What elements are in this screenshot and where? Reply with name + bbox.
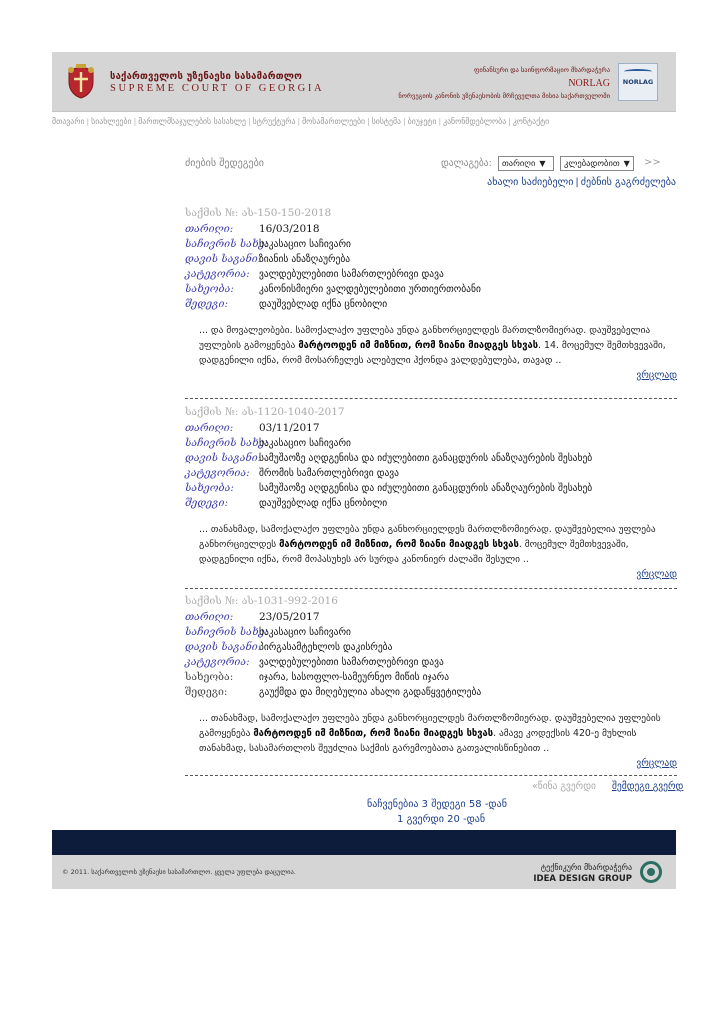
read-more-link[interactable]: ვრცლად: [636, 370, 677, 381]
tech-support-label: ტექნიკური მხარდაჭერა: [540, 863, 632, 872]
field-result: [185, 298, 677, 313]
category-value: ვალდებულებითი სამართლებრივი დავა: [259, 657, 444, 668]
type-label: სახეობა:: [185, 283, 234, 295]
developer-name[interactable]: IDEA DESIGN GROUP: [533, 874, 632, 884]
results-title: ძიების შედეგები: [185, 158, 264, 169]
found-suffix: -დან: [484, 799, 507, 810]
excerpt-text: . ამავე კოდექსის 420-ე მუხლის თანახმად, სასამართლოს შეუძლია საქმის გარემოებათა გათვალისწინებით ..: [199, 728, 637, 754]
type-value: იჯარა, სასოფლო-სამეურნეო მიწის იჯარა: [259, 672, 450, 683]
excerpt-highlight: მარტოოდენ იმ მიზნით, რომ ზიანი მიადგეს სხვას: [279, 539, 519, 550]
sort-order-select[interactable]: [560, 156, 634, 171]
court-name-english[interactable]: SUPREME COURT OF GEORGIA: [110, 83, 325, 94]
nav-separator: |: [248, 117, 251, 126]
site-header: [52, 52, 676, 112]
field-date: [185, 422, 677, 437]
field-claimant: [185, 626, 677, 641]
date-label: თარიღი:: [185, 422, 234, 434]
idea-design-logo-icon[interactable]: [640, 861, 662, 883]
result-excerpt: [185, 711, 677, 756]
subject-value: პირგასამტეხლოს დაკისრება: [259, 642, 393, 653]
nav-separator: |: [508, 117, 511, 126]
found-total: 58: [468, 799, 482, 810]
nav-item[interactable]: მთავარი: [52, 117, 85, 126]
excerpt-text: ... თანახმად, სამოქალაქო უფლება უნდა განხორციელდეს მართლზომიერად. დაუშვებელია უფლება განხორციელდეს: [199, 524, 656, 550]
found-shown: 3: [421, 799, 429, 810]
date-value: 23/05/2017: [259, 611, 320, 623]
nav-item[interactable]: კონტაქტი: [512, 117, 550, 126]
subject-label: დავის საგანი:: [185, 452, 262, 464]
nav-separator: |: [367, 117, 370, 126]
link-separator: |: [575, 177, 579, 188]
excerpt-highlight: მარტოოდენ იმ მიზნით, რომ ზიანი მიადგეს სხვას: [253, 728, 494, 739]
subject-label: დავის საგანი:: [185, 253, 262, 265]
excerpt-text: . მოცემულ შემთხვევაში, დადგენილი იქნა, რომ მოპასუხეს არ სურდა კანონიერ ძალაში შესული ..: [199, 539, 629, 565]
claimant-label: საჩივრის სახე:: [185, 437, 269, 449]
category-value: ვალდებულებითი სამართლებრივი დავა: [259, 269, 444, 280]
result-item: [185, 406, 677, 580]
main-navigation: [52, 117, 676, 126]
dropdown-arrow-icon: ▼: [623, 159, 630, 168]
nav-separator: |: [133, 117, 137, 126]
norlag-logo[interactable]: [618, 63, 658, 101]
category-label: კატეგორია:: [185, 656, 250, 668]
site-footer: [52, 855, 676, 889]
search-links: [487, 177, 676, 188]
found-mid: შედეგი: [431, 799, 466, 810]
nav-separator: |: [297, 117, 301, 126]
field-type: [185, 283, 677, 298]
nav-item[interactable]: მართლმსაჯულების სასახლე: [138, 117, 246, 126]
next-page-link[interactable]: შემდეგი გვერდ: [612, 781, 684, 792]
page-total: 20: [447, 814, 460, 825]
nav-separator: |: [403, 117, 406, 126]
sort-field-value: თარიღი: [502, 159, 536, 169]
page-suffix: -დან: [463, 814, 486, 825]
result-excerpt: [185, 522, 677, 567]
norlag-logo-arc-icon: [624, 69, 652, 74]
result-value: დაუშვებლად იქნა ცნობილი: [259, 299, 388, 310]
nav-separator: |: [86, 117, 90, 126]
field-subject: [185, 452, 677, 467]
case-number: საქმის №: ას-150-150-2018: [185, 207, 332, 219]
result-label: შედეგი:: [185, 686, 228, 698]
case-number: საქმის №: ას-1120-1040-2017: [185, 406, 345, 418]
norlag-logo-text: NORLAG: [622, 78, 654, 86]
excerpt-highlight: მარტოოდენ იმ მიზნით, რომ ზიანი მიადგეს სხვას: [298, 340, 539, 351]
field-type: [185, 671, 677, 686]
date-value: 03/11/2017: [259, 422, 320, 434]
result-value: გაუქმდა და მიღებულია ახალი გადაწყვეტილება: [259, 687, 482, 698]
case-number: საქმის №: ას-1031-992-2016: [185, 595, 338, 607]
claimant-value: საკასაციო საჩივარი: [259, 239, 351, 250]
court-name-georgian[interactable]: საქართველოს უზენაესი სასამართლო: [110, 71, 303, 82]
result-label: შედეგი:: [185, 298, 228, 310]
category-value: შრომის სამართლებრივი დავა: [259, 468, 399, 479]
continue-search-link[interactable]: ძებნის გაგრძელება: [580, 177, 676, 188]
result-item: [185, 595, 677, 769]
field-claimant: [185, 238, 677, 253]
read-more-link[interactable]: ვრცლად: [636, 758, 677, 769]
sort-field-select[interactable]: [498, 156, 554, 171]
nav-item[interactable]: ბიუჯეტი: [407, 117, 437, 126]
field-claimant: [185, 437, 677, 452]
field-category: [185, 467, 677, 482]
field-result: [185, 497, 677, 512]
nav-separator: |: [438, 117, 442, 126]
field-subject: [185, 641, 677, 656]
type-label: სახეობა:: [185, 671, 234, 683]
category-label: კატეგორია:: [185, 467, 250, 479]
nav-item[interactable]: მოსამართლეები: [302, 117, 366, 126]
field-date: [185, 611, 677, 626]
prev-page-link: «წინა გვერდი: [532, 781, 596, 792]
type-label: სახეობა:: [185, 482, 234, 494]
page-mid: გვერდი: [406, 814, 444, 825]
page-info: [397, 814, 485, 825]
subject-value: სამუშაოზე აღდგენისა და იძულებითი განაცდურის ანაზღაურების შესახებ: [259, 453, 593, 464]
nav-item[interactable]: კანონმდებლობა: [443, 117, 507, 126]
sort-label: დალაგება:: [441, 158, 492, 169]
field-category: [185, 268, 677, 283]
type-value: კანონისმიერი ვალდებულებითი ურთიერთობანი: [259, 284, 481, 295]
field-result: [185, 686, 677, 701]
type-value: სამუშაოზე აღდგენისა და იძულებითი განაცდურის ანაზღაურების შესახებ: [259, 483, 593, 494]
partner-mission-label: ნორვეგიის კანონის უზენაესობის მრჩეველთა მისია საქართველოში: [398, 92, 610, 100]
footer-bar: [52, 830, 676, 855]
subject-value: ზიანის ანაზღაურება: [259, 254, 351, 265]
nav-item[interactable]: სისტემა: [371, 117, 402, 126]
field-category: [185, 656, 677, 671]
nav-item[interactable]: სიახლეები: [91, 117, 132, 126]
field-date: [185, 223, 677, 238]
claimant-value: საკასაციო საჩივარი: [259, 438, 351, 449]
excerpt-text: ... თანახმად, სამოქალაქო უფლება უნდა განხორციელდეს მართლზომიერად. დაუშვებელია უფლების გამოყენება: [199, 713, 661, 739]
nav-item[interactable]: სტრუქტურა: [252, 117, 296, 126]
claimant-label: საჩივრის სახე:: [185, 238, 269, 250]
excerpt-text: ... და მოვალეობები. სამოქალაქო უფლება უნდა განხორციელდეს მართლზომიერად. დაუშვებელია უფლების გამოყენება: [199, 325, 651, 351]
result-value: დაუშვებლად იქნა ცნობილი: [259, 498, 388, 509]
excerpt-text: . 14. მოცემულ შემთხვევაში, დადგენილი იქნა, რომ მოსარჩელეს ალებული ჰქონდა ვალდებულება, თავად ..: [199, 340, 666, 366]
result-excerpt: [185, 323, 677, 368]
subject-label: დავის საგანი:: [185, 641, 262, 653]
result-divider: [185, 398, 677, 399]
category-label: კატეგორია:: [185, 268, 250, 280]
claimant-value: საკასაციო საჩივარი: [259, 627, 351, 638]
result-divider: [185, 588, 677, 589]
court-emblem-icon[interactable]: [64, 64, 98, 100]
found-prefix: ნაჩვენებია: [367, 799, 419, 810]
next-results-arrows[interactable]: >>: [644, 157, 661, 168]
page-header-wrap: [52, 52, 676, 112]
date-label: თარიღი:: [185, 611, 234, 623]
results-count: [367, 799, 507, 810]
field-subject: [185, 253, 677, 268]
result-label: შედეგი:: [185, 497, 228, 509]
partner-support-label: ფინანსური და საინფორმაციო მხარდაჭერა: [474, 66, 610, 74]
claimant-label: საჩივრის სახე:: [185, 626, 269, 638]
new-search-link[interactable]: ახალი საძიებელი: [487, 177, 574, 188]
date-value: 16/03/2018: [259, 223, 320, 235]
partner-name: NORLAG: [568, 78, 610, 89]
result-divider: [185, 775, 677, 776]
page-current: 1: [397, 814, 404, 825]
read-more-link[interactable]: ვრცლად: [636, 569, 677, 580]
date-label: თარიღი:: [185, 223, 234, 235]
sort-order-value: კლებადობით: [564, 159, 620, 169]
copyright-text: © 2011. საქართველოს უზენაესი სასამართლო. ყველა უფლება დაცულია.: [62, 868, 296, 876]
result-item: [185, 207, 677, 381]
dropdown-arrow-icon: ▼: [539, 159, 546, 168]
field-type: [185, 482, 677, 497]
